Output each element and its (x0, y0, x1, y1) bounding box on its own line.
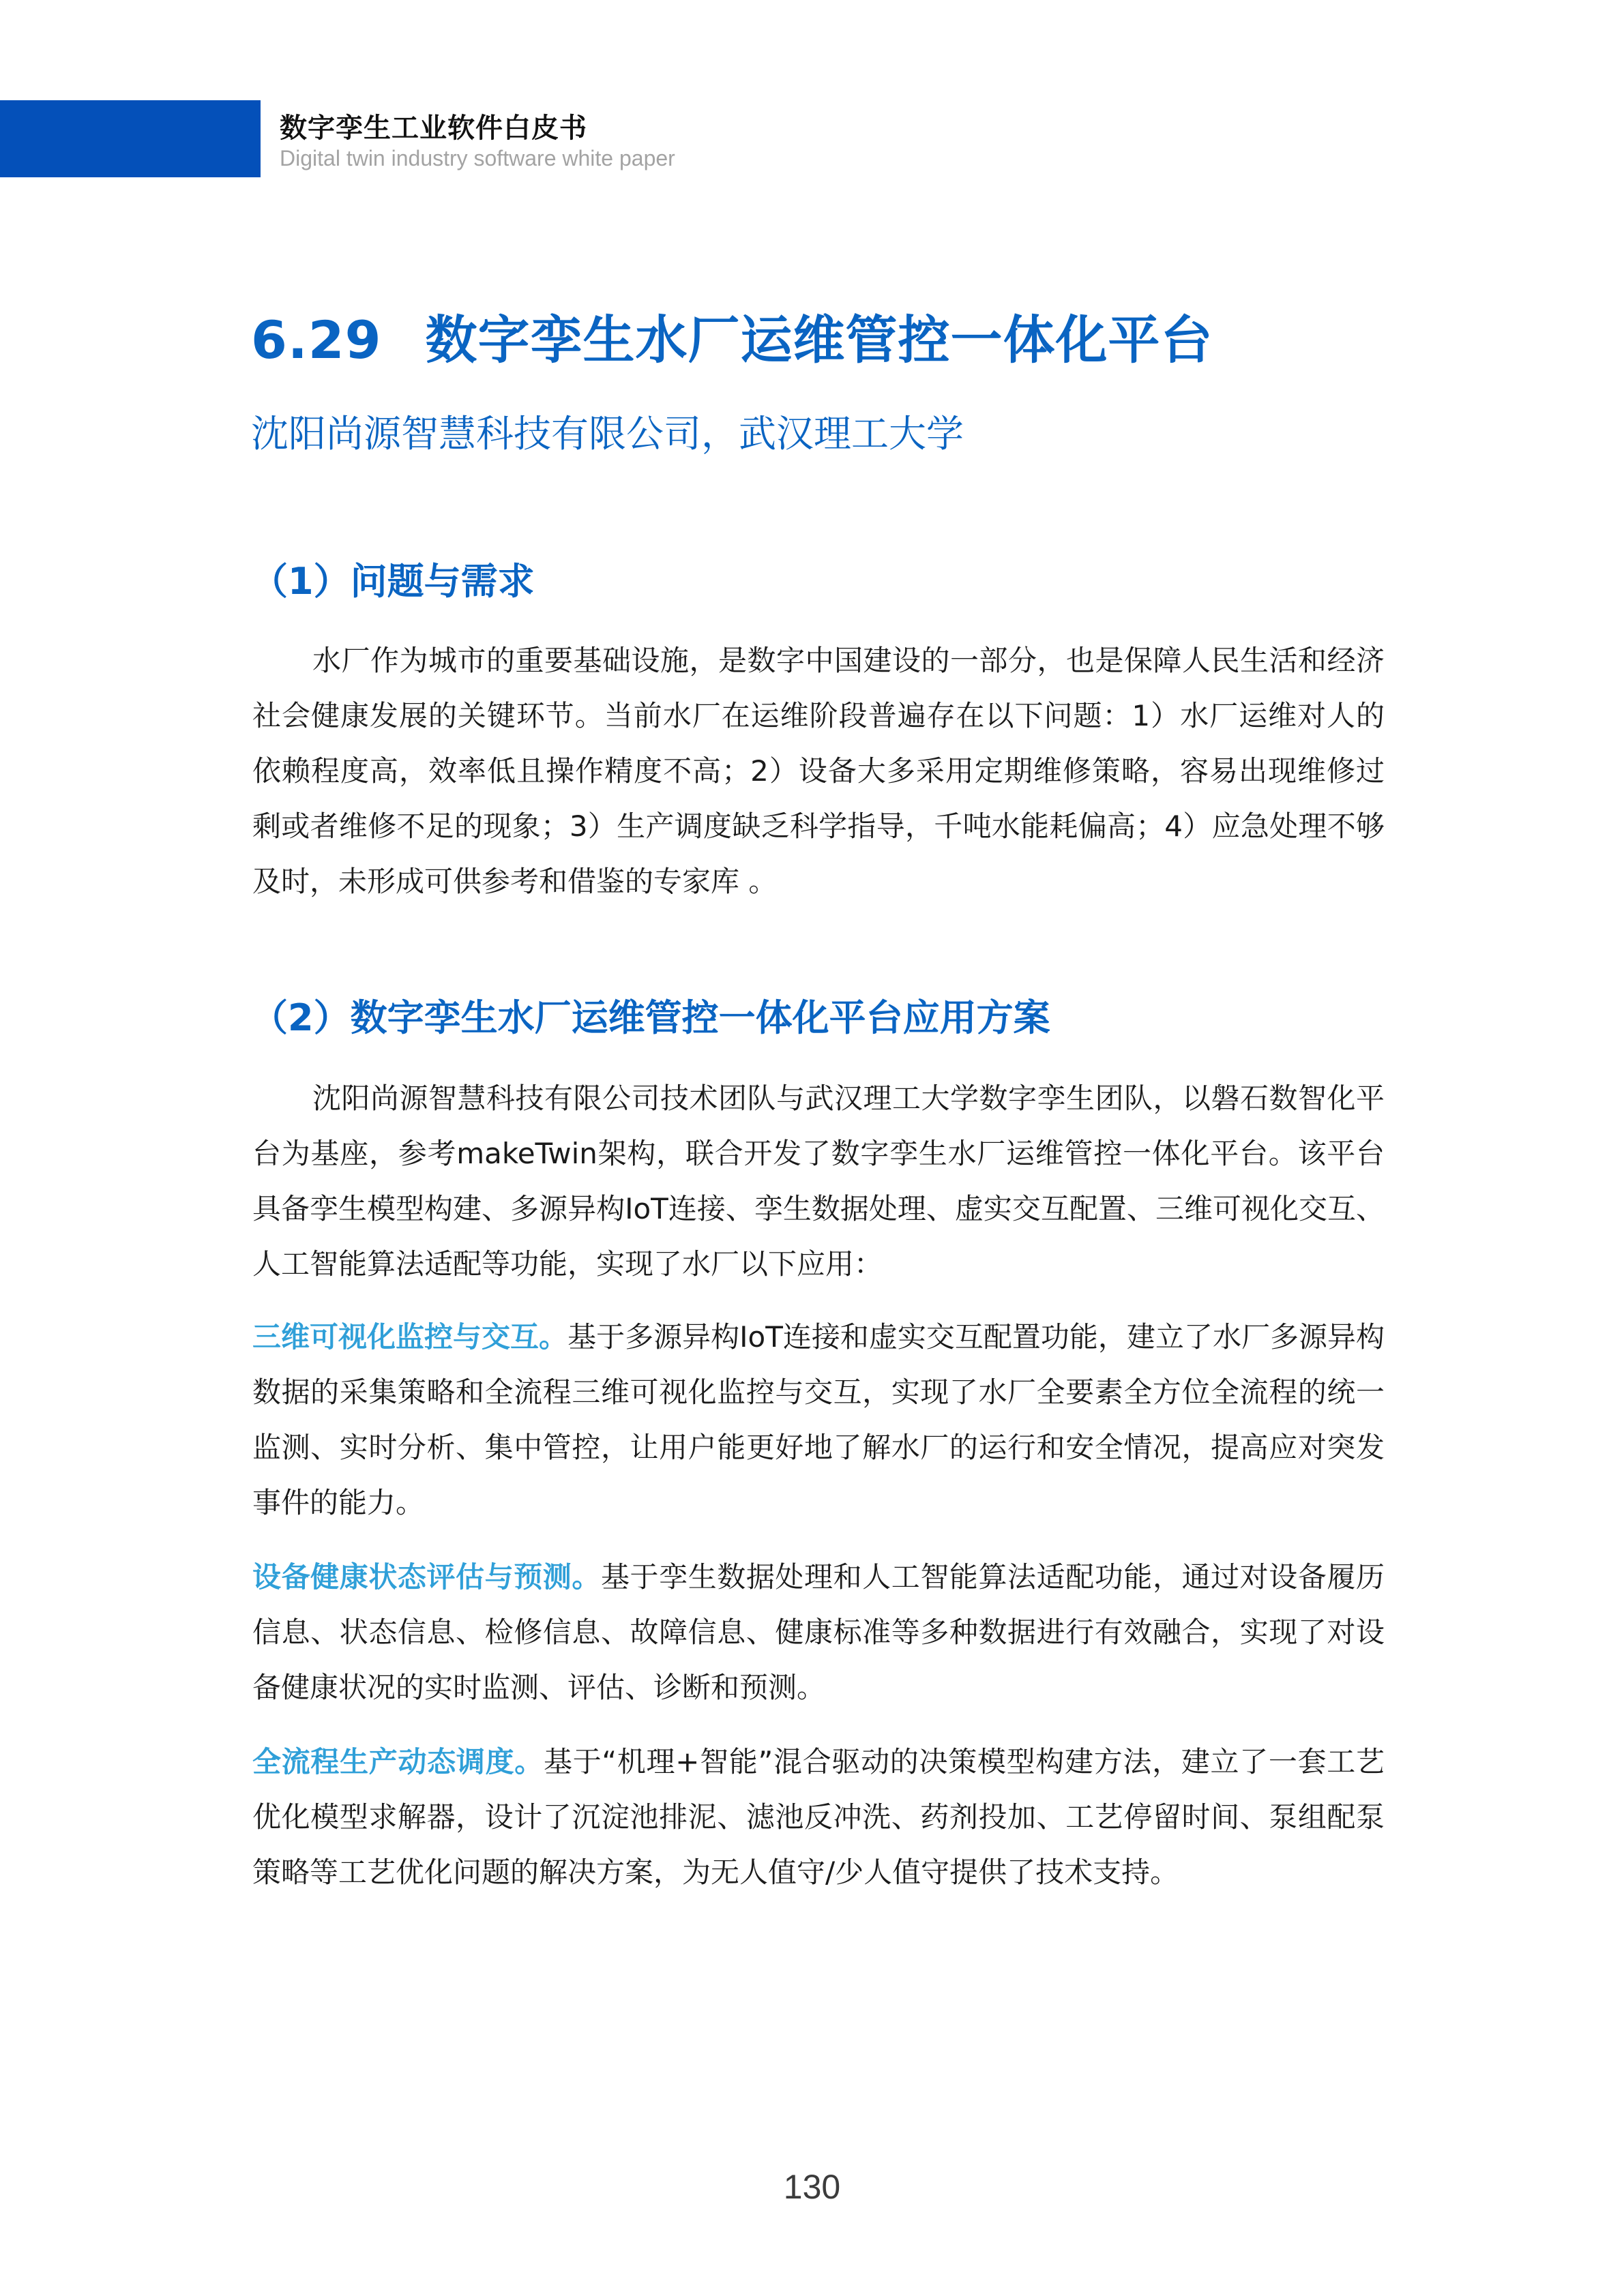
app-text-visualization: 基于多源异构IoT连接和虚实交互配置功能，建立了水厂多源异构数据的采集策略和全流程三维可视化监控与交互，实现了水厂全要素全方位全流程的统一监测、实时分析、集中管控，让用户能更好地了解水厂的运行和安全情况，提高应对突发事件的能力。 (252, 1320, 1385, 1519)
subsection-heading-2: （2）数字孪生水厂运维管控一体化平台应用方案 (251, 996, 1050, 1039)
header-subtitle: Digital twin industry software white paper (280, 146, 675, 170)
section-number: 6.29 (251, 310, 382, 370)
header-title: 数字孪生工业软件白皮书 (280, 113, 587, 144)
section-title-text: 数字孪生水厂运维管控一体化平台 (425, 310, 1213, 370)
section-organizations: 沈阳尚源智慧科技有限公司，武汉理工大学 (251, 412, 964, 456)
header-accent-bar (0, 100, 261, 177)
paragraph-problem: 水厂作为城市的重要基础设施，是数字中国建设的一部分，也是保障人民生活和经济社会健康发展的关键环节。当前水厂在运维阶段普遍存在以下问题：1）水厂运维对人的依赖程度高，效率低且操作精度不高；2）设备大多采用定期维修策略，容易出现维修过剩或者维修不足的现象；3）生产调度缺乏科学指导，千吨水能耗偏高；4）应急处理不够及时，未形成可供参考和借鉴的专家库 。 (252, 644, 1385, 898)
app-lead-visualization: 三维可视化监控与交互。 (252, 1320, 568, 1354)
app-text-scheduling: 基于“机理+智能”混合驱动的决策模型构建方法，建立了一套工艺优化模型求解器，设计了沉淀池排泥、滤池反冲洗、药剂投加、工艺停留时间、泵组配泵策略等工艺优化问题的解决方案，为无人值守/少人值守提供了技术支持。 (252, 1745, 1385, 1889)
paragraph-app-visualization (252, 1309, 1385, 1530)
page-number: 130 (783, 2168, 841, 2206)
app-text-health: 基于孪生数据处理和人工智能算法适配功能，通过对设备履历信息、状态信息、检修信息、故障信息、健康标准等多种数据进行有效融合，实现了对设备健康状况的实时监测、评估、诊断和预测。 (252, 1560, 1385, 1704)
paragraph-solution-intro: 沈阳尚源智慧科技有限公司技术团队与武汉理工大学数字孪生团队，以磐石数智化平台为基座，参考makeTwin架构，联合开发了数字孪生水厂运维管控一体化平台。该平台具备孪生模型构建、多源异构IoT连接、孪生数据处理、虚实交互配置、三维可视化交互、人工智能算法适配等功能，实现了水厂以下应用： (252, 1082, 1385, 1281)
subsection-heading-1: （1）问题与需求 (251, 560, 535, 603)
paragraph-app-health (252, 1549, 1385, 1715)
app-lead-scheduling: 全流程生产动态调度。 (252, 1745, 544, 1778)
section-title (251, 299, 1213, 373)
paragraph-app-scheduling (252, 1734, 1385, 1900)
app-lead-health: 设备健康状态评估与预测。 (252, 1560, 601, 1594)
